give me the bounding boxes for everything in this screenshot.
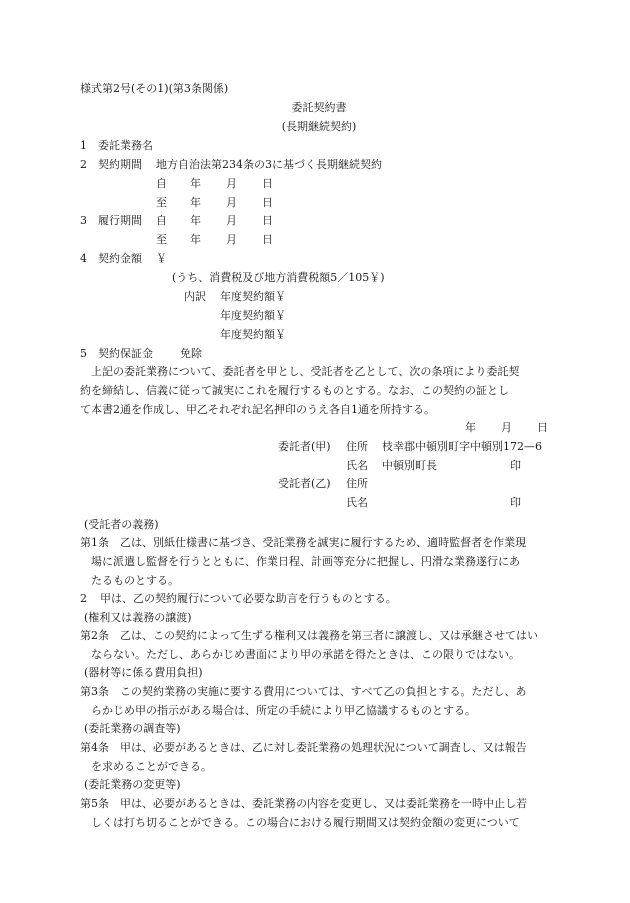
contractor-name-label: 氏名 <box>346 496 368 509</box>
article-1-heading: (受託者の義務) <box>84 518 159 531</box>
article-3-heading: (器材等に係る費用負担) <box>84 666 203 679</box>
tax-note: (うち、消費税及び地方消費税額5／105￥) <box>172 271 385 284</box>
article-1-para-2-number: 2 <box>80 592 87 605</box>
annual-amount-2: 年度契約額￥ <box>220 309 286 322</box>
article-5-number: 第5条 <box>80 797 109 810</box>
client-name-label: 氏名 <box>346 459 368 472</box>
item-2-number: 2 <box>80 158 87 171</box>
month-label: 月 <box>226 196 237 209</box>
preamble-line-1: 上記の委託業務について、委託者を甲とし、受託者を乙として、次の条項により委託契 <box>91 365 520 378</box>
item-4-number: 4 <box>80 252 87 265</box>
item-1-number: 1 <box>80 139 87 152</box>
client-address-label: 住所 <box>346 440 368 453</box>
signature-day: 日 <box>537 421 548 434</box>
period-from-label: 自 <box>156 177 167 190</box>
article-2-line-1: 乙は、この契約によって生ずる権利又は義務を第三者に譲渡し、又は承継させてはい <box>120 629 538 642</box>
item-4-label: 契約金額 <box>98 252 142 265</box>
client-seal-mark: 印 <box>510 459 521 472</box>
month-label: 月 <box>226 177 237 190</box>
year-label: 年 <box>190 214 201 227</box>
article-3-number: 第3条 <box>80 685 109 698</box>
article-2-line-2: ならない。ただし、あらかじめ書面により甲の承諾を得たときは、この限りではない。 <box>91 648 520 661</box>
item-5-value: 免除 <box>180 347 202 360</box>
client-name: 中頓別町長 <box>382 459 437 472</box>
day-label: 日 <box>262 233 273 246</box>
article-1-number: 第1条 <box>80 536 109 549</box>
period-to-label: 至 <box>156 196 167 209</box>
month-label: 月 <box>226 214 237 227</box>
item-5-number: 5 <box>80 347 87 360</box>
item-1-label: 委託業務名 <box>98 139 153 152</box>
form-label: 様式第2号(その1)(第3条関係) <box>80 82 229 95</box>
contractor-address-label: 住所 <box>346 477 368 490</box>
period-to-label: 至 <box>156 233 167 246</box>
article-4-number: 第4条 <box>80 741 109 754</box>
contractor-label: 受託者(乙) <box>278 477 331 490</box>
article-4-line-1: 甲は、必要があるときは、乙に対し委託業務の処理状況について調査し、又は報告 <box>120 741 527 754</box>
client-address: 枝幸郡中頓別町字中頓別172—6 <box>382 440 542 453</box>
article-3-line-1: この契約業務の実施に要する費用については、すべて乙の負担とする。ただし、あ <box>120 685 527 698</box>
article-2-number: 第2条 <box>80 629 109 642</box>
item-5-label: 契約保証金 <box>98 347 153 360</box>
year-label: 年 <box>190 196 201 209</box>
document-subtitle: (長期継続契約) <box>281 120 357 133</box>
article-5-line-1: 甲は、必要があるときは、委託業務の内容を変更し、又は委託業務を一時中止し若 <box>120 797 527 810</box>
item-2-label: 契約期間 <box>98 158 142 171</box>
signature-year: 年 <box>465 421 476 434</box>
item-3-number: 3 <box>80 214 87 227</box>
item-2-value: 地方自治法第234条の3に基づく長期継続契約 <box>156 158 382 171</box>
article-2-heading: (権利又は義務の譲渡) <box>84 611 192 624</box>
article-5-heading: (委託業務の変更等) <box>84 778 181 791</box>
annual-amount-1: 年度契約額￥ <box>220 290 286 303</box>
client-label: 委託者(甲) <box>278 440 331 453</box>
day-label: 日 <box>262 196 273 209</box>
breakdown-label: 内訳 <box>184 290 206 303</box>
item-3-label: 履行期間 <box>98 214 142 227</box>
yen-symbol: ￥ <box>156 252 167 265</box>
article-4-line-2: を求めることができる。 <box>91 760 212 773</box>
document-title: 委託契約書 <box>291 101 347 114</box>
article-1-line-1: 乙は、別紙仕様書に基づき、受託業務を誠実に履行するため、適時監督者を作業現 <box>120 536 527 549</box>
article-4-heading: (委託業務の調査等) <box>84 722 181 735</box>
period-from-label: 自 <box>156 214 167 227</box>
preamble-line-2: 約を締結し、信義に従って誠実にこれを履行するものとする。なお、この契約の証とし <box>80 384 509 397</box>
article-1-para-2: 甲は、乙の契約履行について必要な助言を行うものとする。 <box>100 592 397 605</box>
year-label: 年 <box>190 233 201 246</box>
month-label: 月 <box>226 233 237 246</box>
article-5-line-2: しくは打ち切ることができる。この場合における履行期間又は契約金額の変更について <box>91 816 520 829</box>
contractor-seal-mark: 印 <box>510 496 521 509</box>
signature-month: 月 <box>501 421 512 434</box>
preamble-line-3: て本書2通を作成し、甲乙それぞれ記名押印のうえ各自1通を所持する。 <box>80 403 435 416</box>
article-1-line-2: 場に派遣し監督を行うとともに、作業日程、計画等充分に把握し、円滑な業務遂行にあ <box>91 555 520 568</box>
year-label: 年 <box>190 177 201 190</box>
day-label: 日 <box>262 214 273 227</box>
day-label: 日 <box>262 177 273 190</box>
annual-amount-3: 年度契約額￥ <box>220 328 286 341</box>
article-3-line-2: らかじめ甲の指示がある場合は、所定の手続により甲乙協議するものとする。 <box>91 704 476 717</box>
article-1-line-3: たるものとする。 <box>91 574 179 587</box>
